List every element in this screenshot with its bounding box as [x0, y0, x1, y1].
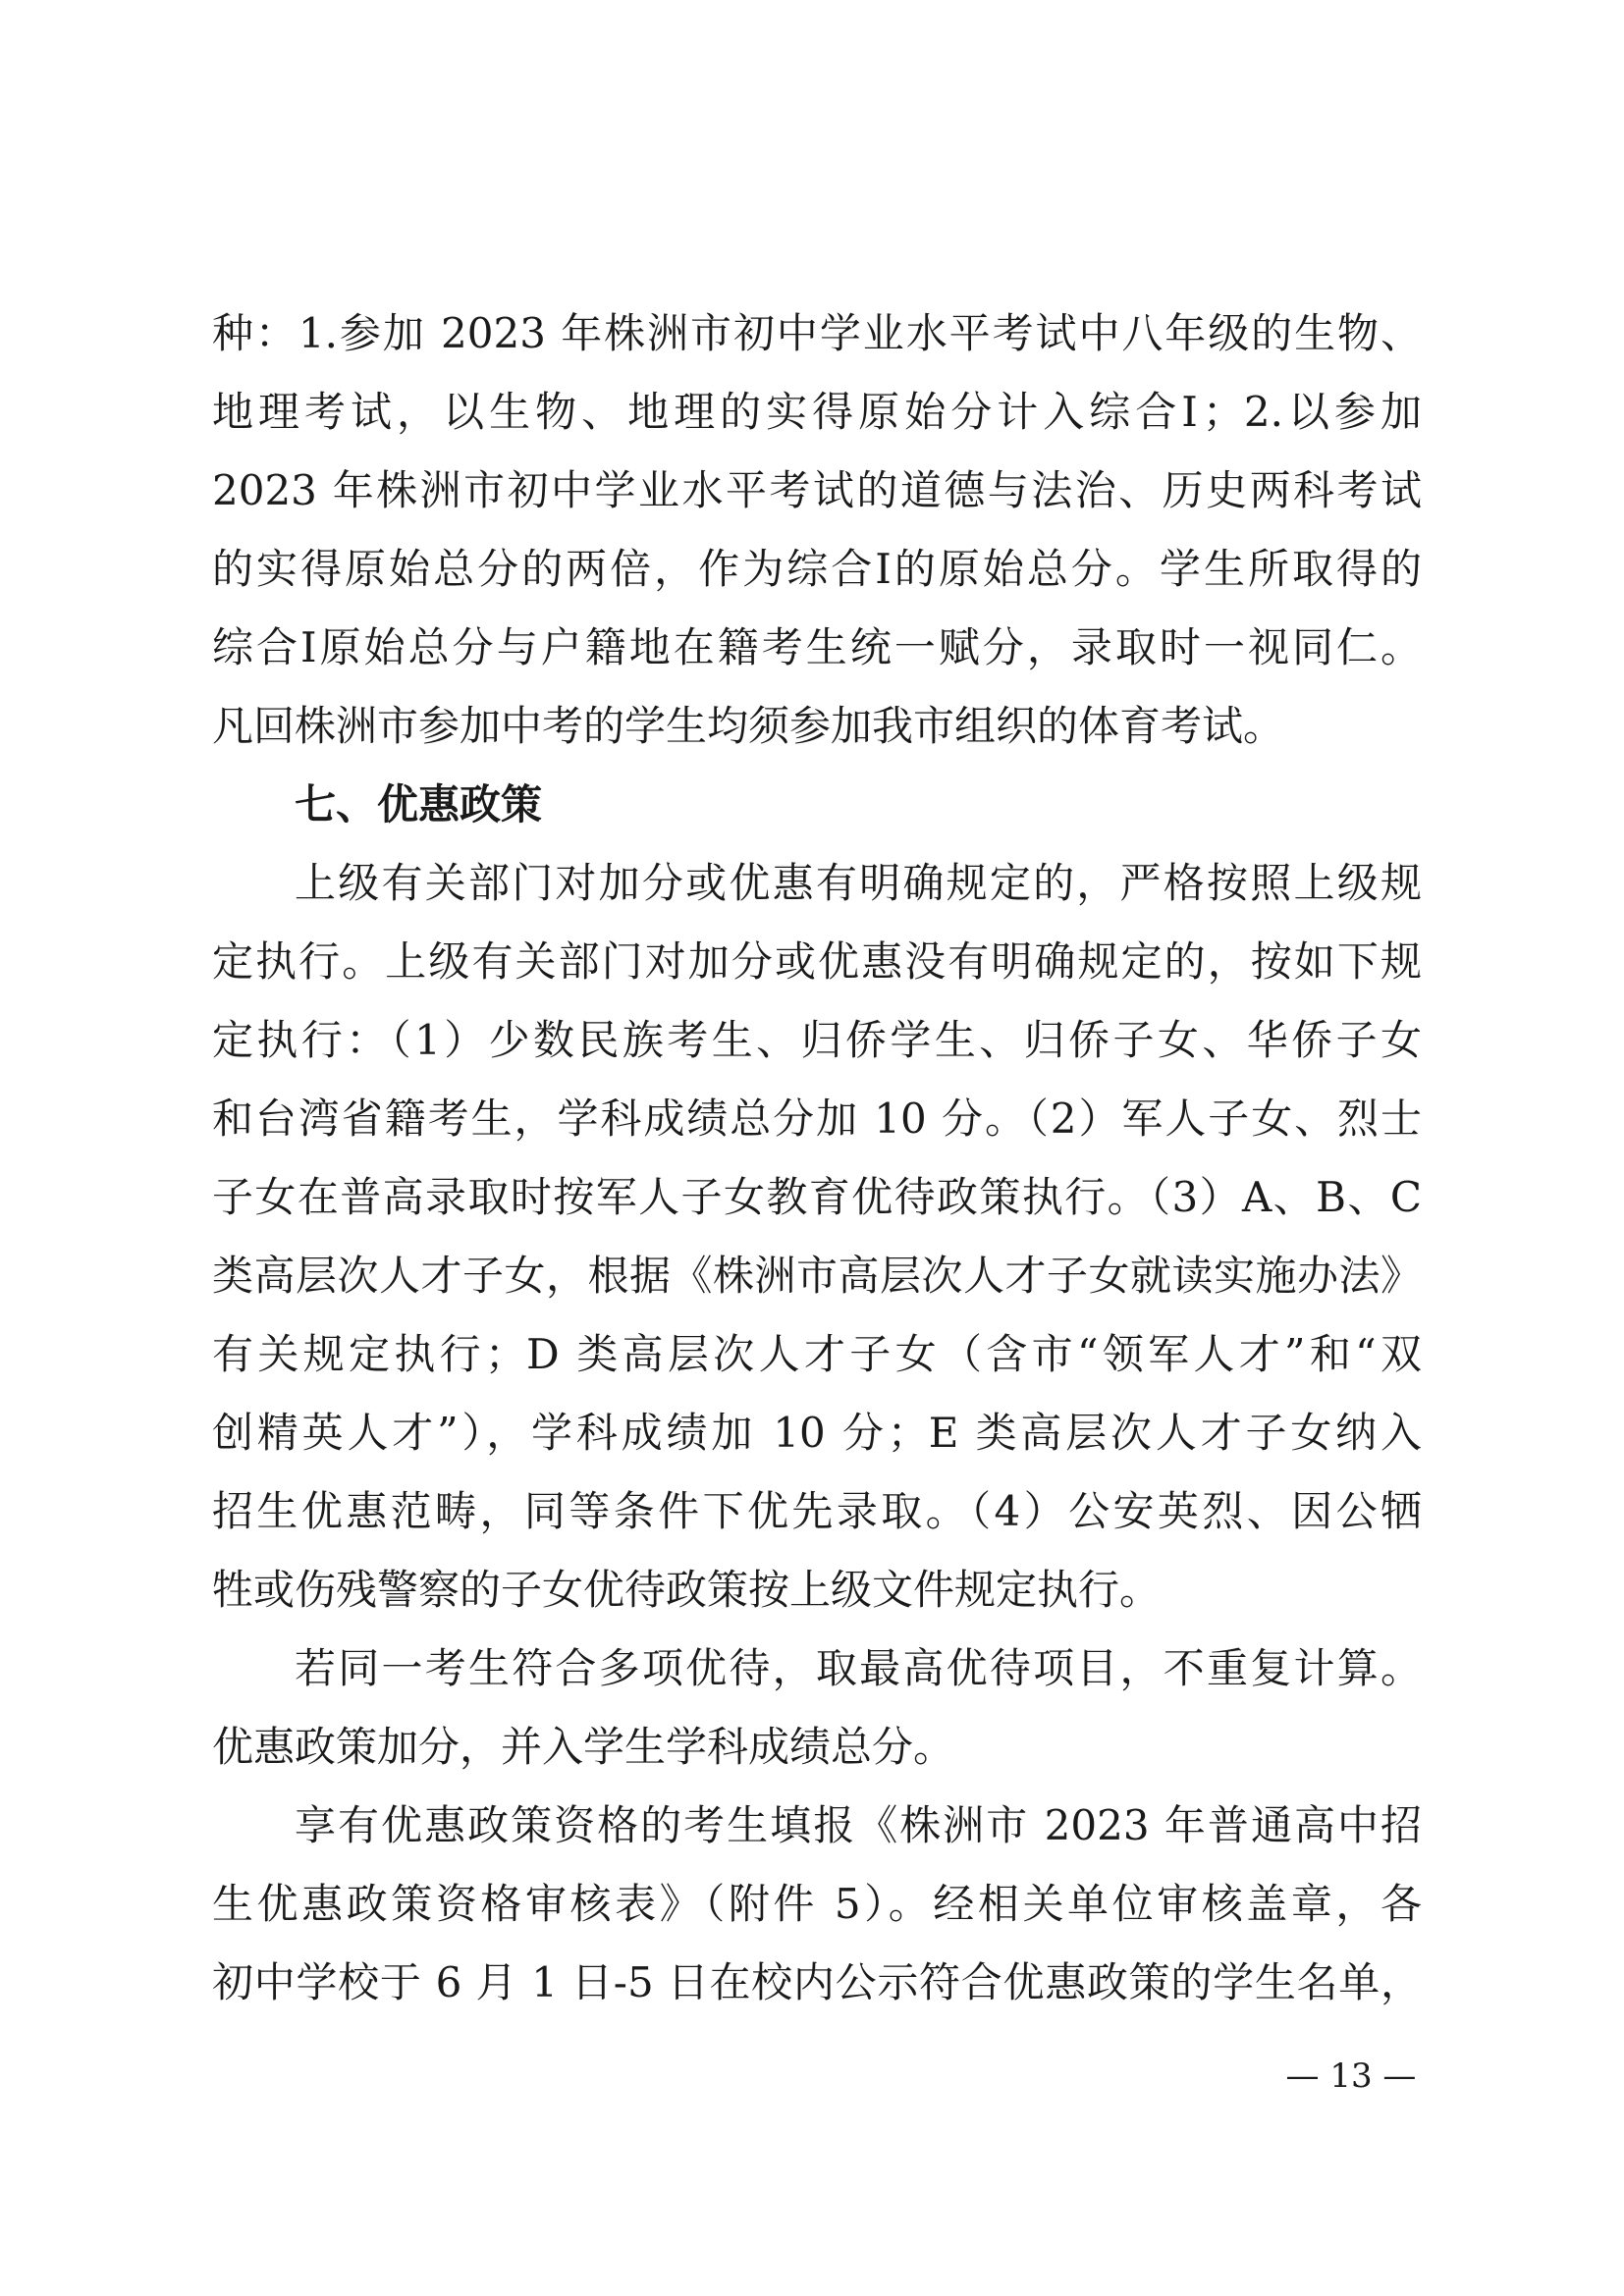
- body-line: 凡回株洲市参加中考的学生均须参加我市组织的体育考试。: [212, 702, 1285, 750]
- page-number: — 13 —: [1285, 2056, 1417, 2096]
- body-line: 的实得原始总分的两倍，作为综合Ⅰ的原始总分。学生所取得的: [212, 545, 1422, 593]
- body-line: 2023 年株洲市初中学业水平考试的道德与法治、历史两科考试: [212, 466, 1422, 514]
- body-line: 子女在普高录取时按军人子女教育优待政策执行。（3）A、B、C: [212, 1173, 1422, 1221]
- body-line: 种：1.参加 2023 年株洲市初中学业水平考试中八年级的生物、: [212, 309, 1422, 357]
- body-line: 有关规定执行；D 类高层次人才子女（含市“领军人才”和“双: [212, 1330, 1422, 1378]
- body-line: 优惠政策加分，并入学生学科成绩总分。: [212, 1723, 955, 1771]
- body-line: 生优惠政策资格审核表》（附件 5）。经相关单位审核盖章，各: [212, 1880, 1422, 1928]
- body-line: 若同一考生符合多项优待，取最高优待项目，不重复计算。: [295, 1644, 1422, 1692]
- body-line: 和台湾省籍考生，学科成绩总分加 10 分。（2）军人子女、烈士: [212, 1095, 1422, 1143]
- body-line: 享有优惠政策资格的考生填报《株洲市 2023 年普通高中招: [295, 1801, 1422, 1849]
- body-line: 定执行：（1）少数民族考生、归侨学生、归侨子女、华侨子女: [212, 1016, 1422, 1064]
- body-line: 类高层次人才子女，根据《株洲市高层次人才子女就读实施办法》: [212, 1252, 1422, 1300]
- body-line: 招生优惠范畴，同等条件下优先录取。（4）公安英烈、因公牺: [212, 1487, 1422, 1535]
- body-line: 上级有关部门对加分或优惠有明确规定的，严格按照上级规: [295, 859, 1422, 907]
- body-line: 综合Ⅰ原始总分与户籍地在籍考生统一赋分，录取时一视同仁。: [212, 623, 1422, 671]
- body-line: 创精英人才”），学科成绩加 10 分；E 类高层次人才子女纳入: [212, 1409, 1422, 1457]
- body-line: 定执行。上级有关部门对加分或优惠没有明确规定的，按如下规: [212, 937, 1422, 986]
- body-line: 牲或伤残警察的子女优待政策按上级文件规定执行。: [212, 1566, 1162, 1614]
- body-line: 地理考试，以生物、地理的实得原始分计入综合Ⅰ；2.以参加: [212, 388, 1422, 436]
- section-heading: 七、优惠政策: [295, 780, 543, 828]
- body-line: 初中学校于 6 月 1 日-5 日在校内公示符合优惠政策的学生名单，: [212, 1958, 1422, 2006]
